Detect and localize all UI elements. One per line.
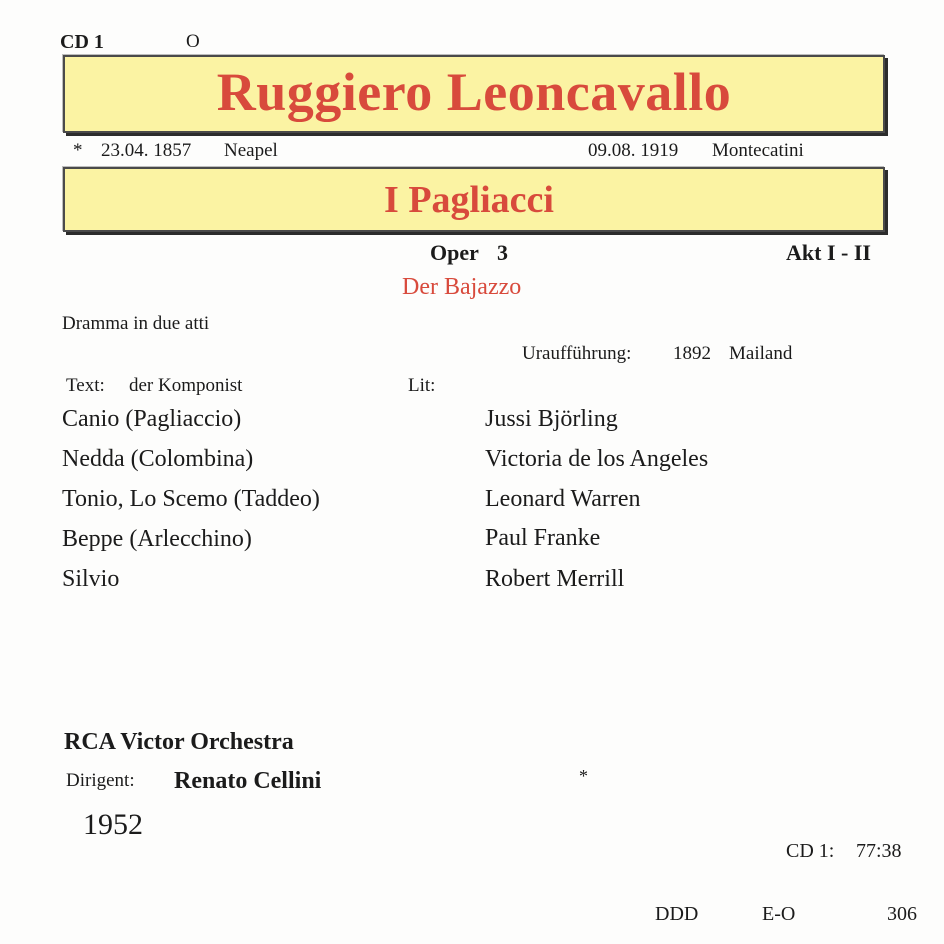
opera-number: 3: [497, 240, 508, 265]
premiere-place: Mailand: [729, 343, 793, 364]
cast-singer: Jussi Björling: [485, 406, 618, 432]
composer-name: Ruggiero Leoncavallo: [216, 62, 732, 122]
recording-year: 1952: [83, 808, 143, 841]
opera-title: I Pagliacci: [384, 178, 554, 221]
text-author: der Komponist: [129, 375, 243, 396]
asterisk-mark: *: [579, 766, 588, 786]
composer-banner: [63, 55, 885, 133]
premiere-year: 1892: [673, 343, 711, 364]
duration-value: 77:38: [856, 840, 902, 862]
duration-label: CD 1:: [786, 840, 835, 862]
birth-place: Neapel: [224, 140, 278, 161]
cd-label: CD 1: [60, 31, 104, 53]
cast-singer: Paul Franke: [485, 525, 601, 551]
cast-role: Canio (Pagliaccio): [62, 406, 242, 432]
text-label: Text:: [66, 375, 105, 396]
cast-role: Nedda (Colombina): [62, 446, 254, 472]
opera-genre: Dramma in due atti: [62, 313, 210, 334]
lit-label: Lit:: [408, 375, 436, 396]
opera-acts: Akt I - II: [786, 240, 871, 265]
death-place: Montecatini: [712, 140, 804, 161]
opera-banner: [63, 167, 885, 232]
cd-marker: O: [186, 31, 200, 52]
orchestra-name: RCA Victor Orchestra: [64, 729, 294, 755]
catalog-number: 306: [887, 903, 917, 925]
birth-symbol: *: [73, 140, 83, 161]
cast-singer: Robert Merrill: [485, 566, 625, 592]
opera-type: Oper: [430, 240, 479, 265]
label-code: E-O: [762, 903, 796, 925]
birth-date: 23.04. 1857: [101, 140, 192, 161]
cast-singer: Victoria de los Angeles: [485, 446, 709, 472]
conductor-name: Renato Cellini: [174, 768, 322, 794]
conductor-label: Dirigent:: [66, 770, 135, 791]
premiere-label: Uraufführung:: [522, 343, 632, 364]
cast-role: Silvio: [62, 566, 120, 592]
death-date: 09.08. 1919: [588, 140, 679, 161]
opera-subtitle: Der Bajazzo: [402, 274, 522, 300]
cast-role: Beppe (Arlecchino): [62, 526, 252, 552]
cast-role: Tonio, Lo Scemo (Taddeo): [62, 486, 320, 512]
recording-code: DDD: [655, 903, 699, 925]
cast-singer: Leonard Warren: [485, 486, 641, 512]
